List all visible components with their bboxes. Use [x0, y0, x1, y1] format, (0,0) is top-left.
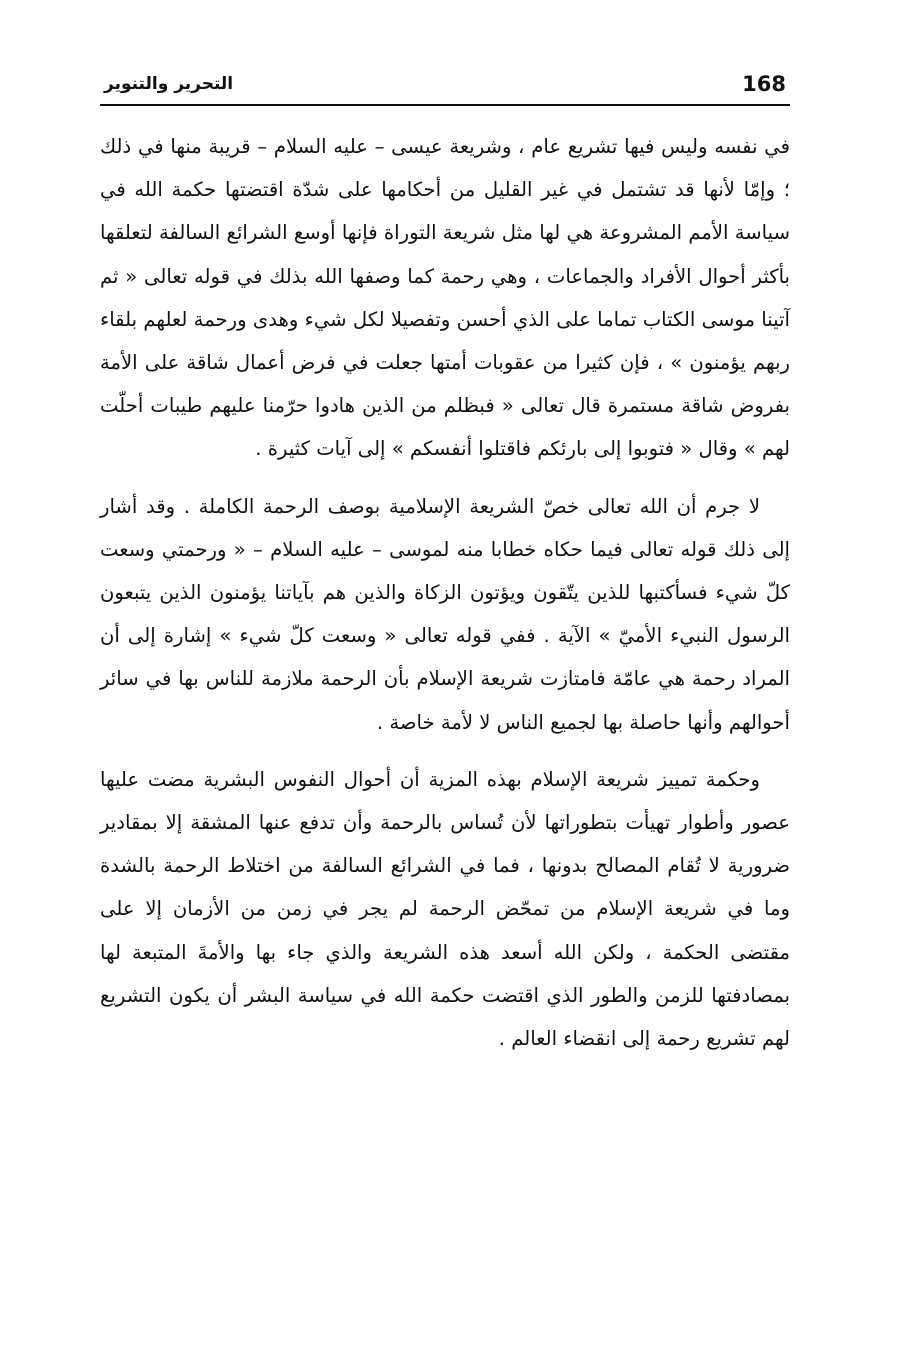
paragraph-3: وحكمة تمييز شريعة الإسلام بهذه المزية أن أحوال النفوس البشرية مضت عليها عصور وأطوار تهيأت بتطوراتها لأن تُساس بالرحمة وأن تدفع عنها المشقة إلا بمقادير ضرورية لا تُقام المصالح بدونها ، فما في الشرائع السالفة من اختلاط الرحمة بالشدة وما في شريعة الإسلام من تمحّض الرحمة لم يجر في زمن من الأزمان إلا على مقتضى الحكمة ، ولكن الله أسعد هذه الشريعة والذي جاء بها والأمةَ المتبعة لها بمصادفتها للزمن والطور الذي اقتضت حكمة الله في سياسة البشر أن يكون التشريع لهم تشريع رحمة إلى انقضاء العالم . — [100, 767, 790, 1051]
page-number: 168 — [742, 72, 786, 96]
body-text — [100, 125, 790, 1060]
paragraph-1: في نفسه وليس فيها تشريع عام ، وشريعة عيسى – عليه السلام – قريبة منها في ذلك ؛ وإمّا لأنها قد تشتمل في غير القليل من أحكامها على شدّة اقتضتها حكمة الله في سياسة الأمم المشروعة هي لها مثل شريعة التوراة فإنها أوسع الشرائع السالفة لتعلقها بأكثر أحوال الأفراد والجماعات ، وهي رحمة كما وصفها الله بذلك في قوله تعالى « ثم آتينا موسى الكتاب تماما على الذي أحسن وتفصيلا لكل شيء وهدى ورحمة لعلهم بلقاء ربهم يؤمنون » ، فإن كثيرا من عقوبات أمتها جعلت في فرض أعمال شاقة على الأمة بفروض شاقة مستمرة قال تعالى « فبظلم من الذين هادوا حرّمنا عليهم طيبات أحلّت لهم » وقال « فتوبوا إلى بارئكم فاقتلوا أنفسكم » إلى آيات كثيرة . — [100, 135, 790, 461]
paragraph-2: لا جرم أن الله تعالى خصّ الشريعة الإسلامية بوصف الرحمة الكاملة . وقد أشار إلى ذلك قوله تعالى فيما حكاه خطابا منه لموسى – عليه السلام – « ورحمتي وسعت كلّ شيء فسأكتبها للذين يتّقون ويؤتون الزكاة والذين هم بآياتنا يؤمنون الذين يتبعون الرسول النبيء الأميّ » الآية . ففي قوله تعالى « وسعت كلّ شيء » إشارة إلى أن المراد رحمة هي عامّة فامتازت شريعة الإسلام بأن الرحمة ملازمة للناس بها في سائر أحوالهم وأنها حاصلة بها لجميع الناس لا لأمة خاصة . — [100, 494, 790, 734]
page-header — [100, 70, 790, 106]
running-title: التحرير والتنوير — [104, 74, 234, 94]
